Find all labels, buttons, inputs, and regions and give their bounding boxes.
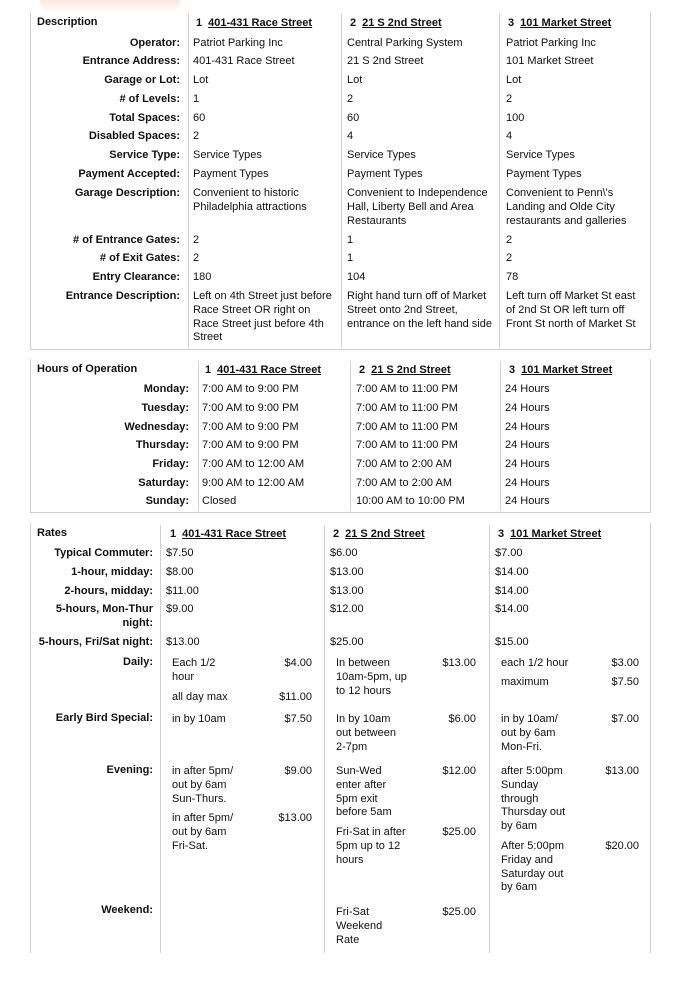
cell: 7:00 AM to 9:00 PM xyxy=(202,439,299,451)
rate-label: Typical Commuter: xyxy=(54,547,153,559)
cell: Convenient to Penn\'s Landing and Olde City restaurants and galleries xyxy=(506,187,627,227)
column-title: 401-431 Race Street xyxy=(217,364,322,376)
rate-desc: after 5:00pm Sunday through Thursday out by 6am xyxy=(501,765,566,833)
divider xyxy=(499,14,500,348)
cell: $14.00 xyxy=(495,585,529,597)
cell: 9:00 AM to 12:00 AM xyxy=(202,477,305,489)
cell: 100 xyxy=(506,112,525,124)
column-number: 2 xyxy=(333,528,340,540)
rates-section xyxy=(30,523,651,953)
cell: 24 Hours xyxy=(505,383,550,395)
cell: $14.00 xyxy=(495,603,529,615)
cell: $12.00 xyxy=(330,603,364,615)
column-header xyxy=(196,17,312,31)
cell: $13.00 xyxy=(330,566,364,578)
divider xyxy=(341,14,342,348)
rate-amount: $3.00 xyxy=(611,657,639,669)
rate-label: 5-hours, Mon-Thur night: xyxy=(55,603,153,629)
cell: 2 xyxy=(347,93,354,105)
cell: 401-431 Race Street xyxy=(193,55,295,67)
column-title: 21 S 2nd Street xyxy=(362,17,442,29)
divider xyxy=(650,523,651,953)
cell: $11.00 xyxy=(166,585,199,597)
cell: 7:00 AM to 2:00 AM xyxy=(356,477,453,489)
column-number: 1 xyxy=(196,17,203,29)
section-heading: Rates xyxy=(37,527,67,539)
column-header xyxy=(170,528,286,542)
column-header xyxy=(333,528,425,542)
cell: 7:00 AM to 9:00 PM xyxy=(202,383,299,395)
column-title: 101 Market Street xyxy=(520,17,612,29)
rate-amount: $13.00 xyxy=(278,812,312,824)
cell: 7:00 AM to 9:00 PM xyxy=(202,421,299,433)
divider xyxy=(160,525,161,953)
rate-label: Early Bird Special: xyxy=(55,712,153,724)
payment-types-link[interactable]: Payment Types xyxy=(506,168,582,180)
hours-section xyxy=(30,359,651,513)
divider xyxy=(489,525,490,953)
rate-desc: in by 10am/ out by 6am Mon-Fri. xyxy=(501,713,558,753)
rate-label: 1-hour, midday: xyxy=(71,566,153,578)
cell: $14.00 xyxy=(495,566,529,578)
cell: Lot xyxy=(347,74,363,86)
cell: 2 xyxy=(193,130,200,142)
rate-label: 5-hours, Fri/Sat night: xyxy=(38,636,153,648)
rate-desc: After 5:00pm Friday and Saturday out by 6am xyxy=(501,840,564,894)
row-label: Total Spaces: xyxy=(109,112,180,124)
column-title: 101 Market Street xyxy=(521,364,613,376)
rate-desc: maximum xyxy=(501,676,549,688)
cell: 78 xyxy=(506,271,519,283)
cell: 101 Market Street xyxy=(506,55,594,67)
column-title: 401-431 Race Street xyxy=(208,17,313,29)
rate-desc: Sun-Wed enter after 5pm exit before 5am xyxy=(336,765,392,819)
cell: 2 xyxy=(506,234,513,246)
column-title: 21 S 2nd Street xyxy=(345,528,425,540)
cell: 180 xyxy=(193,271,212,283)
column-number: 2 xyxy=(350,17,357,29)
column-header xyxy=(359,364,451,378)
rate-desc: in after 5pm/ out by 6am Sun-Thurs. xyxy=(172,765,234,805)
rate-desc: all day max xyxy=(172,691,228,703)
rate-desc: each 1/2 hour xyxy=(501,657,569,669)
cell: 60 xyxy=(347,112,360,124)
column-header xyxy=(509,364,612,378)
rate-desc: in by 10am xyxy=(172,713,226,725)
cell: 10:00 AM to 10:00 PM xyxy=(356,495,465,507)
divider xyxy=(324,525,325,953)
rate-desc: Each 1/2 hour xyxy=(172,657,216,683)
divider xyxy=(188,14,189,348)
cell: $7.00 xyxy=(495,547,523,559)
section-heading: Hours of Operation xyxy=(37,363,138,375)
rate-amount: $7.50 xyxy=(284,713,312,725)
cell: $13.00 xyxy=(166,636,200,648)
column-title: 101 Market Street xyxy=(510,528,602,540)
row-label: # of Entrance Gates: xyxy=(73,234,180,246)
day-label: Thursday: xyxy=(135,439,189,451)
column-number: 1 xyxy=(205,364,212,376)
row-label: # of Levels: xyxy=(119,93,180,105)
rate-amount: $25.00 xyxy=(442,826,476,838)
cell: 2 xyxy=(506,252,513,264)
rate-amount: $12.00 xyxy=(442,765,476,777)
cell: 60 xyxy=(193,112,206,124)
rate-desc: in after 5pm/ out by 6am Fri-Sat. xyxy=(172,812,234,852)
rate-amount: $13.00 xyxy=(442,657,476,669)
rate-amount: $7.00 xyxy=(611,713,639,725)
cell: $15.00 xyxy=(495,636,529,648)
day-label: Friday: xyxy=(152,458,189,470)
day-label: Wednesday: xyxy=(124,421,189,433)
rate-desc: In between 10am-5pm, up to 12 hours xyxy=(336,657,407,697)
cell: $6.00 xyxy=(330,547,358,559)
cell: 1 xyxy=(347,252,354,264)
row-label: Garage or Lot: xyxy=(104,74,180,86)
row-label: Disabled Spaces: xyxy=(88,130,180,142)
rate-label: Daily: xyxy=(123,656,153,668)
day-label: Monday: xyxy=(143,383,189,395)
cell: 21 S 2nd Street xyxy=(347,55,424,67)
cell: $7.50 xyxy=(166,547,194,559)
cell: $9.00 xyxy=(166,603,194,615)
column-header xyxy=(350,17,442,31)
cell: 7:00 AM to 2:00 AM xyxy=(356,458,453,470)
section-heading: Description xyxy=(37,16,98,28)
cell: 7:00 AM to 9:00 PM xyxy=(202,402,299,414)
column-header xyxy=(498,528,601,542)
rate-amount: $13.00 xyxy=(605,765,639,777)
rate-label: Evening: xyxy=(106,764,153,776)
cell: Patriot Parking Inc xyxy=(506,37,596,49)
cell: 2 xyxy=(193,252,200,264)
rate-amount: $7.50 xyxy=(611,676,639,688)
column-number: 2 xyxy=(359,364,366,376)
service-types-link[interactable]: Service Types xyxy=(193,149,262,161)
cell: Right hand turn off of Market Street onto 2nd Street, entrance on the left hand side xyxy=(347,290,492,330)
column-header xyxy=(508,17,611,31)
rate-desc: In by 10am out between 2-7pm xyxy=(336,713,396,753)
service-types-link[interactable]: Service Types xyxy=(506,149,575,161)
cell: $8.00 xyxy=(166,566,194,578)
cell: $13.00 xyxy=(330,585,364,597)
column-number: 3 xyxy=(508,17,515,29)
row-label: Garage Description: xyxy=(74,187,180,199)
rate-desc: Fri-Sat Weekend Rate xyxy=(336,906,383,946)
cell: 2 xyxy=(506,93,513,105)
rate-amount: $20.00 xyxy=(605,840,639,852)
column-title: 401-431 Race Street xyxy=(182,528,287,540)
cell: Convenient to historic Philadelphia attractions xyxy=(193,187,307,213)
column-number: 3 xyxy=(498,528,505,540)
cell: 7:00 AM to 11:00 PM xyxy=(356,421,458,433)
column-number: 3 xyxy=(509,364,516,376)
rate-amount: $4.00 xyxy=(284,657,312,669)
cell: 4 xyxy=(506,130,513,142)
cell: 24 Hours xyxy=(505,439,550,451)
service-types-link[interactable]: Service Types xyxy=(347,149,416,161)
cell: 7:00 AM to 12:00 AM xyxy=(202,458,305,470)
rate-label: 2-hours, midday: xyxy=(64,585,153,597)
rate-desc: Fri-Sat in after 5pm up to 12 hours xyxy=(336,826,406,866)
rate-amount: $6.00 xyxy=(448,713,476,725)
row-label: Entry Clearance: xyxy=(92,271,180,283)
cell: $25.00 xyxy=(330,636,364,648)
cell: 24 Hours xyxy=(505,402,550,414)
cell: Patriot Parking Inc xyxy=(193,37,283,49)
row-label: Entrance Address: xyxy=(82,55,180,67)
cell: 1 xyxy=(193,93,200,105)
cell: Central Parking System xyxy=(347,37,463,49)
row-label: Service Type: xyxy=(109,149,180,161)
cell: 7:00 AM to 11:00 PM xyxy=(356,402,458,414)
row-label: Operator: xyxy=(129,37,180,49)
cell: 7:00 AM to 11:00 PM xyxy=(356,439,458,451)
payment-types-link[interactable]: Payment Types xyxy=(193,168,269,180)
cell: 104 xyxy=(347,271,366,283)
cell: 1 xyxy=(347,234,354,246)
cell: 2 xyxy=(193,234,200,246)
column-header xyxy=(205,364,321,378)
cell: 24 Hours xyxy=(505,458,550,470)
description-section xyxy=(30,12,651,350)
day-label: Sunday: xyxy=(145,495,189,507)
payment-types-link[interactable]: Payment Types xyxy=(347,168,423,180)
cell: Lot xyxy=(193,74,209,86)
rate-amount: $11.00 xyxy=(279,691,312,703)
row-label: Entrance Description: xyxy=(65,290,180,302)
cell: Closed xyxy=(202,495,237,507)
row-label: Payment Accepted: xyxy=(78,168,180,180)
rate-amount: $9.00 xyxy=(284,765,312,777)
divider xyxy=(198,361,199,511)
cell: 4 xyxy=(347,130,354,142)
row-label: # of Exit Gates: xyxy=(99,252,180,264)
divider xyxy=(500,361,501,511)
cell: Convenient to Independence Hall, Liberty Bell and Area Restaurants xyxy=(347,187,488,227)
divider xyxy=(350,361,351,511)
cell: 24 Hours xyxy=(505,477,550,489)
cell: 7:00 AM to 11:00 PM xyxy=(356,383,458,395)
cell: Left turn off Market St east of 2nd St OR left turn off Front St north of Market St xyxy=(506,290,636,330)
cell: Lot xyxy=(506,74,522,86)
day-label: Tuesday: xyxy=(141,402,189,414)
rate-amount: $25.00 xyxy=(442,906,476,918)
day-label: Saturday: xyxy=(138,477,189,489)
column-number: 1 xyxy=(170,528,177,540)
column-title: 21 S 2nd Street xyxy=(371,364,451,376)
rate-label: Weekend: xyxy=(101,904,153,916)
cell: 24 Hours xyxy=(505,495,550,507)
cell: Left on 4th Street just before Race Street OR right on Race Street just before 4th Street xyxy=(193,290,332,344)
cell: 24 Hours xyxy=(505,421,550,433)
